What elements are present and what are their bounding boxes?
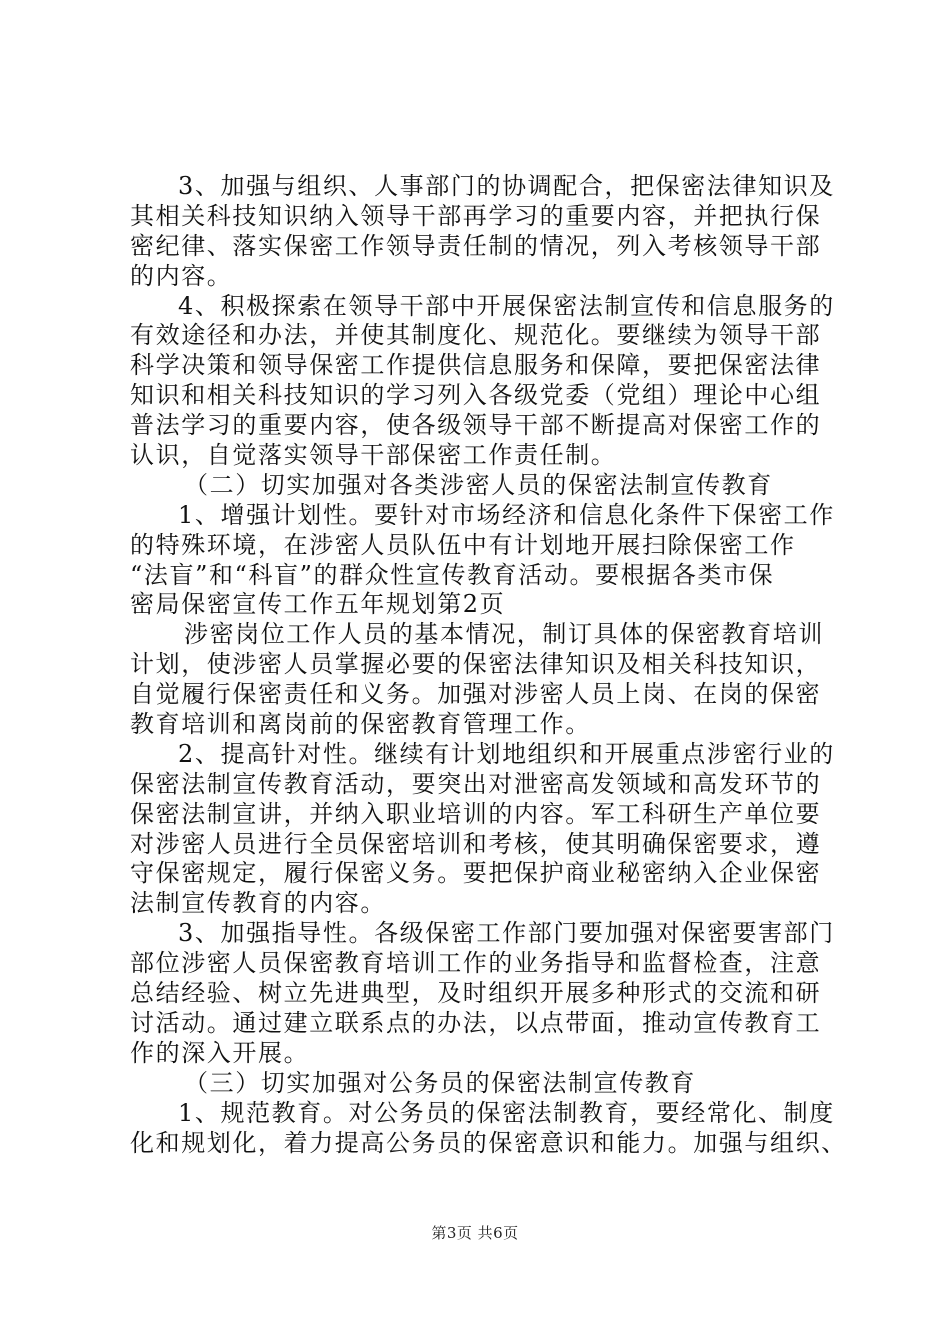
text-line: 的内容。 bbox=[130, 261, 233, 290]
text-line: 总结经验、树立先进典型，及时组织开展多种形式的交流和研 bbox=[130, 979, 822, 1008]
text-line: 2、提高针对性。继续有计划地组织和开展重点涉密行业的 bbox=[178, 739, 835, 768]
text-line: 1、规范教育。对公务员的保密法制教育，要经常化、制度 bbox=[178, 1098, 835, 1127]
text-line: 科学决策和领导保密工作提供信息服务和保障，要把保密法律 bbox=[130, 351, 822, 380]
page-footer bbox=[0, 1222, 950, 1243]
text-line: 3、加强与组织、人事部门的协调配合，把保密法律知识及 bbox=[178, 172, 835, 200]
text-line: 教育培训和离岗前的保密教育管理工作。 bbox=[130, 710, 591, 739]
document-body bbox=[130, 172, 847, 1158]
page-number: 第3页 共6页 bbox=[431, 1224, 519, 1242]
text-line: 3、加强指导性。各级保密工作部门要加强对保密要害部门 bbox=[178, 919, 835, 948]
section-heading: （三）切实加强对公务员的保密法制宣传教育 bbox=[184, 1068, 696, 1097]
text-line: 守保密规定，履行保密义务。要把保护商业秘密纳入企业保密 bbox=[130, 859, 822, 888]
text-line: 认识，自觉落实领导干部保密工作责任制。 bbox=[130, 441, 617, 470]
text-line: 密纪律、落实保密工作领导责任制的情况，列入考核领导干部 bbox=[130, 231, 822, 260]
text-line: 法制宣传教育的内容。 bbox=[130, 889, 386, 918]
text-line: 涉密岗位工作人员的基本情况，制订具体的保密教育培训 bbox=[184, 620, 824, 649]
text-line: 保密法制宣传教育活动，要突出对泄密高发领域和高发环节的 bbox=[130, 769, 822, 798]
text-line: 普法学习的重要内容，使各级领导干部不断提高对保密工作的 bbox=[130, 411, 822, 440]
text-line: 作的深入开展。 bbox=[130, 1038, 310, 1067]
text-line: 讨活动。通过建立联系点的办法，以点带面，推动宣传教育工 bbox=[130, 1008, 822, 1037]
text-line: 化和规划化，着力提高公务员的保密意识和能力。加强与组织、 bbox=[130, 1128, 847, 1157]
text-line: 知识和相关科技知识的学习列入各级党委（党组）理论中心组 bbox=[130, 381, 822, 410]
text-line: 对涉密人员进行全员保密培训和考核，使其明确保密要求，遵 bbox=[130, 829, 822, 858]
text-line: “法盲”和“科盲”的群众性宣传教育活动。要根据各类市保 bbox=[130, 560, 775, 589]
text-line: 自觉履行保密责任和义务。加强对涉密人员上岗、在岗的保密 bbox=[130, 680, 822, 709]
text-line: 保密法制宣讲，并纳入职业培训的内容。军工科研生产单位要 bbox=[130, 799, 822, 828]
text-line: 的特殊环境，在涉密人员队伍中有计划地开展扫除保密工作 bbox=[130, 530, 796, 559]
text-line: 4、积极探索在领导干部中开展保密法制宣传和信息服务的 bbox=[178, 291, 835, 320]
text-line: 部位涉密人员保密教育培训工作的业务指导和监督检查，注意 bbox=[130, 949, 822, 978]
text-line: 1、增强计划性。要针对市场经济和信息化条件下保密工作 bbox=[178, 500, 835, 529]
section-heading: （二）切实加强对各类涉密人员的保密法制宣传教育 bbox=[184, 470, 773, 499]
text-line: 密局保密宣传工作五年规划第2页 bbox=[130, 590, 506, 619]
text-line: 有效途径和办法，并使其制度化、规范化。要继续为领导干部 bbox=[130, 321, 822, 350]
text-line: 其相关科技知识纳入领导干部再学习的重要内容，并把执行保 bbox=[130, 201, 822, 230]
text-line: 计划，使涉密人员掌握必要的保密法律知识及相关科技知识， bbox=[130, 650, 822, 679]
